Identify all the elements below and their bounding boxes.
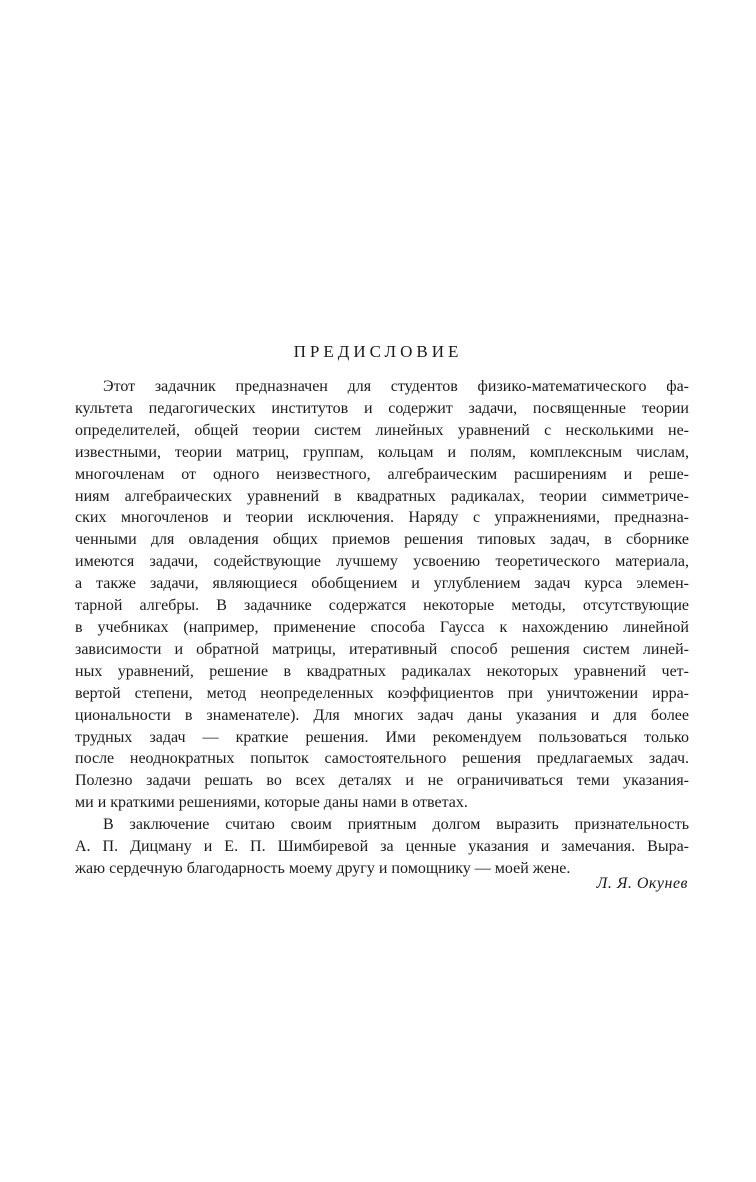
text-line: ских многочленов и теории исключения. Наряду с упражнениями, предназна- <box>75 509 689 527</box>
text-line: имеются задачи, содействующие лучшему усвоению теоретического материала, <box>75 553 689 571</box>
text-line: в учебниках (например, применение способа Гаусса к нахождению линейной <box>75 618 689 636</box>
text-line: Этот задачник предназначен для студентов физико-математического фа- <box>103 378 689 395</box>
text-line: а также задачи, являющиеся обобщением и углублением задач курса элемен- <box>75 575 689 593</box>
text-line: после неоднократных попыток самостоятельного решения предлагаемых задач. <box>75 750 689 768</box>
text-line: В заключение считаю своим приятным долгом выразить признательность <box>103 816 689 834</box>
text-line: трудных задач — краткие решения. Ими рекомендуем пользоваться только <box>75 728 689 746</box>
text-line: определителей, общей теории систем линейных уравнений с несколькими не- <box>75 421 689 439</box>
text-line: зависимости и обратной матрицы, итеративный способ решения систем линей- <box>75 640 689 658</box>
text-line: циональности в знаменателе). Для многих задач даны указания и для более <box>75 706 689 724</box>
paragraph-1 <box>75 376 689 814</box>
text-line: жаю сердечную благодарность моему другу и помощнику — моей жене. <box>75 859 571 877</box>
text-line: вертой степени, метод неопределенных коэффициентов при уничтожении ирра- <box>75 684 689 702</box>
text-line: ных уравнений, решение в квадратных радикалах некоторых уравнений чет- <box>75 662 689 680</box>
text-line: Полезно задачи решать во всех деталях и не ограничиваться теми указания- <box>75 772 689 790</box>
text-line: культета педагогических институтов и содержит задачи, посвященные теории <box>75 399 689 417</box>
page-heading: ПРЕДИСЛОВИЕ <box>293 342 463 361</box>
text-line: ченными для овладения общих приемов решения типовых задач, в сборнике <box>75 531 689 549</box>
text-line: ми и краткими решениями, которые даны нами в ответах. <box>75 794 468 812</box>
text-line: А. П. Дицману и Е. П. Шимбиревой за ценные указания и замечания. Выра- <box>75 838 689 856</box>
body-text <box>75 376 689 880</box>
author-signature: Л. Я. Окунев <box>596 875 688 892</box>
text-line: многочленам от одного неизвестного, алгебраическим расширениям и реше- <box>75 465 689 483</box>
text-line: известными, теории матриц, группам, кольцам и полям, комплексным числам, <box>75 443 689 461</box>
text-line: тарной алгебры. В задачнике содержатся некоторые методы, отсутствующие <box>75 597 689 615</box>
paragraph-2 <box>75 814 689 880</box>
text-line: ниям алгебраических уравнений в квадратных радикалах, теории симметриче- <box>75 487 689 505</box>
